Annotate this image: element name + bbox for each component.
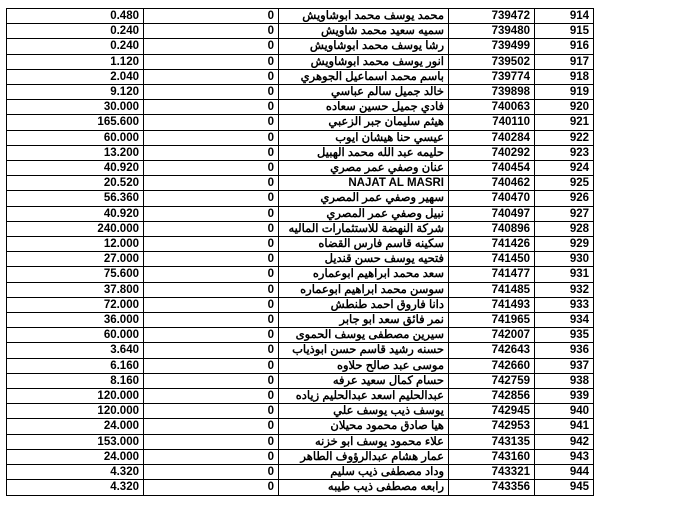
table-row [7,389,594,404]
id-cell: 742856 [449,389,535,404]
name-cell: دانا فاروق احمد طنطش [279,297,449,312]
name-cell: وداد مصطفى ذيب سليم [279,465,449,480]
zero-cell: 0 [144,358,279,373]
zero-cell: 0 [144,161,279,176]
row-number-cell: 940 [535,404,594,419]
id-cell: 741485 [449,282,535,297]
name-cell: محمد يوسف محمد ابوشاويش [279,9,449,24]
name-cell: سميه سعيد محمد شاويش [279,24,449,39]
id-cell: 742007 [449,328,535,343]
amount-cell: 30.000 [7,100,144,115]
row-number-cell: 915 [535,24,594,39]
table-row [7,267,594,282]
amount-cell: 165.600 [7,115,144,130]
amount-cell: 153.000 [7,434,144,449]
table-row [7,419,594,434]
amount-cell: 56.360 [7,191,144,206]
table-row [7,343,594,358]
id-cell: 740470 [449,191,535,206]
name-cell: شركة النهضة للاستثمارات الماليه [279,221,449,236]
zero-cell: 0 [144,221,279,236]
amount-cell: 40.920 [7,161,144,176]
id-cell: 740292 [449,145,535,160]
table-row [7,39,594,54]
row-number-cell: 918 [535,69,594,84]
amount-cell: 0.240 [7,39,144,54]
amount-cell: 72.000 [7,297,144,312]
id-cell: 741450 [449,252,535,267]
name-cell: سهير وصفي عمر المصري [279,191,449,206]
name-cell: عبدالحليم اسعد عبدالحليم زياده [279,389,449,404]
row-number-cell: 942 [535,434,594,449]
table-row [7,404,594,419]
table-row [7,297,594,312]
id-cell: 741426 [449,237,535,252]
row-number-cell: 920 [535,100,594,115]
amount-cell: 75.600 [7,267,144,282]
zero-cell: 0 [144,176,279,191]
zero-cell: 0 [144,24,279,39]
zero-cell: 0 [144,85,279,100]
amount-cell: 6.160 [7,358,144,373]
id-cell: 739499 [449,39,535,54]
table-row [7,313,594,328]
table-row [7,465,594,480]
table-row [7,449,594,464]
name-cell: حسام كمال سعيد عرفه [279,373,449,388]
name-cell: هيثم سليمان جبر الزعبي [279,115,449,130]
zero-cell: 0 [144,282,279,297]
amount-cell: 60.000 [7,130,144,145]
zero-cell: 0 [144,404,279,419]
name-cell: انور يوسف محمد ابوشاويش [279,54,449,69]
row-number-cell: 930 [535,252,594,267]
zero-cell: 0 [144,313,279,328]
name-cell: NAJAT AL MASRI [279,176,449,191]
table-row [7,9,594,24]
zero-cell: 0 [144,237,279,252]
id-cell: 740454 [449,161,535,176]
zero-cell: 0 [144,373,279,388]
name-cell: نمر فائق سعد ابو جابر [279,313,449,328]
zero-cell: 0 [144,449,279,464]
name-cell: علاء محمود يوسف ابو خزنه [279,434,449,449]
zero-cell: 0 [144,297,279,312]
name-cell: موسى عبد صالح حلاوه [279,358,449,373]
id-cell: 743321 [449,465,535,480]
amount-cell: 24.000 [7,419,144,434]
id-cell: 743135 [449,434,535,449]
name-cell: رابعه مصطفى ذيب طيبه [279,480,449,495]
id-cell: 739502 [449,54,535,69]
row-number-cell: 929 [535,237,594,252]
amount-cell: 4.320 [7,480,144,495]
amount-cell: 9.120 [7,85,144,100]
amount-cell: 24.000 [7,449,144,464]
row-number-cell: 925 [535,176,594,191]
table-row [7,24,594,39]
table-row [7,115,594,130]
table-row [7,373,594,388]
id-cell: 740497 [449,206,535,221]
row-number-cell: 916 [535,39,594,54]
amount-cell: 27.000 [7,252,144,267]
row-number-cell: 941 [535,419,594,434]
id-cell: 742945 [449,404,535,419]
table-row [7,221,594,236]
amount-cell: 12.000 [7,237,144,252]
row-number-cell: 928 [535,221,594,236]
name-cell: فادي جميل حسين سعاده [279,100,449,115]
id-cell: 743160 [449,449,535,464]
table-row [7,100,594,115]
row-number-cell: 926 [535,191,594,206]
zero-cell: 0 [144,465,279,480]
row-number-cell: 934 [535,313,594,328]
name-cell: رشا يوسف محمد ابوشاويش [279,39,449,54]
row-number-cell: 938 [535,373,594,388]
zero-cell: 0 [144,328,279,343]
table-row [7,328,594,343]
table-row [7,206,594,221]
id-cell: 740462 [449,176,535,191]
row-number-cell: 931 [535,267,594,282]
name-cell: فتحيه يوسف حسن قنديل [279,252,449,267]
row-number-cell: 922 [535,130,594,145]
table-row [7,69,594,84]
amount-cell: 4.320 [7,465,144,480]
table-row [7,358,594,373]
name-cell: سعد محمد ابراهيم ابوعماره [279,267,449,282]
amount-cell: 20.520 [7,176,144,191]
table-row [7,282,594,297]
amount-cell: 1.120 [7,54,144,69]
zero-cell: 0 [144,267,279,282]
id-cell: 740063 [449,100,535,115]
id-cell: 742953 [449,419,535,434]
row-number-cell: 914 [535,9,594,24]
row-number-cell: 945 [535,480,594,495]
name-cell: حسنه رشيد قاسم حسن ابوذياب [279,343,449,358]
row-number-cell: 921 [535,115,594,130]
name-cell: عمار هشام عبدالرؤوف الطاهر [279,449,449,464]
shareholder-table [6,8,594,496]
amount-cell: 37.800 [7,282,144,297]
id-cell: 739472 [449,9,535,24]
id-cell: 742759 [449,373,535,388]
id-cell: 740284 [449,130,535,145]
name-cell: عنان وصفي عمر مصري [279,161,449,176]
row-number-cell: 935 [535,328,594,343]
table-row [7,434,594,449]
name-cell: يوسف ذيب يوسف علي [279,404,449,419]
table-row [7,161,594,176]
row-number-cell: 924 [535,161,594,176]
name-cell: سوسن محمد ابراهيم ابوعماره [279,282,449,297]
name-cell: نبيل وصفي عمر المصري [279,206,449,221]
id-cell: 742643 [449,343,535,358]
id-cell: 741965 [449,313,535,328]
zero-cell: 0 [144,39,279,54]
id-cell: 739898 [449,85,535,100]
row-number-cell: 939 [535,389,594,404]
zero-cell: 0 [144,252,279,267]
id-cell: 739774 [449,69,535,84]
table-body [7,9,594,496]
amount-cell: 0.480 [7,9,144,24]
zero-cell: 0 [144,145,279,160]
table-row [7,176,594,191]
zero-cell: 0 [144,130,279,145]
zero-cell: 0 [144,115,279,130]
amount-cell: 0.240 [7,24,144,39]
amount-cell: 8.160 [7,373,144,388]
name-cell: عيسي حنا هيشان ايوب [279,130,449,145]
zero-cell: 0 [144,69,279,84]
zero-cell: 0 [144,434,279,449]
amount-cell: 13.200 [7,145,144,160]
name-cell: سكينه قاسم فارس القضاه [279,237,449,252]
row-number-cell: 932 [535,282,594,297]
row-number-cell: 936 [535,343,594,358]
zero-cell: 0 [144,343,279,358]
id-cell: 740110 [449,115,535,130]
id-cell: 740896 [449,221,535,236]
amount-cell: 120.000 [7,404,144,419]
zero-cell: 0 [144,54,279,69]
row-number-cell: 937 [535,358,594,373]
table-row [7,145,594,160]
row-number-cell: 919 [535,85,594,100]
name-cell: باسم محمد اسماعيل الجوهري [279,69,449,84]
id-cell: 743356 [449,480,535,495]
table-row [7,252,594,267]
zero-cell: 0 [144,206,279,221]
id-cell: 741477 [449,267,535,282]
name-cell: خالد جميل سالم عباسي [279,85,449,100]
zero-cell: 0 [144,419,279,434]
name-cell: هيا صادق محمود محيلان [279,419,449,434]
amount-cell: 36.000 [7,313,144,328]
zero-cell: 0 [144,389,279,404]
table-row [7,54,594,69]
name-cell: حليمه عبد الله محمد الهبيل [279,145,449,160]
zero-cell: 0 [144,191,279,206]
id-cell: 742660 [449,358,535,373]
id-cell: 741493 [449,297,535,312]
amount-cell: 240.000 [7,221,144,236]
amount-cell: 40.920 [7,206,144,221]
row-number-cell: 923 [535,145,594,160]
table-row [7,191,594,206]
table-row [7,237,594,252]
zero-cell: 0 [144,100,279,115]
row-number-cell: 944 [535,465,594,480]
amount-cell: 2.040 [7,69,144,84]
table-row [7,480,594,495]
amount-cell: 3.640 [7,343,144,358]
zero-cell: 0 [144,480,279,495]
id-cell: 739480 [449,24,535,39]
name-cell: سيرين مصطفى يوسف الحموى [279,328,449,343]
zero-cell: 0 [144,9,279,24]
amount-cell: 120.000 [7,389,144,404]
amount-cell: 60.000 [7,328,144,343]
row-number-cell: 917 [535,54,594,69]
row-number-cell: 927 [535,206,594,221]
row-number-cell: 933 [535,297,594,312]
table-row [7,85,594,100]
row-number-cell: 943 [535,449,594,464]
table-row [7,130,594,145]
